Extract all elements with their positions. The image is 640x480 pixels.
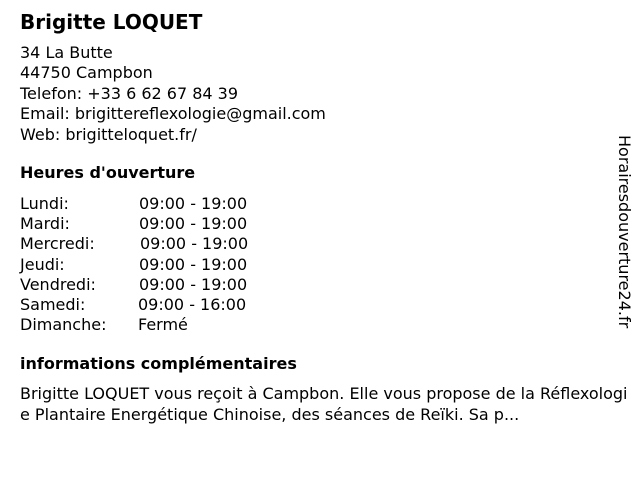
address-street: 34 La Butte: [20, 43, 113, 62]
day-label: Vendredi:: [20, 274, 96, 294]
additional-info-heading: informations complémentaires: [20, 354, 297, 373]
day-label: Mardi:: [20, 214, 70, 234]
time-value: 09:00 - 19:00: [140, 234, 249, 254]
day-label: Dimanche:: [20, 315, 107, 335]
site-watermark: Horairesdouverture24.fr: [615, 135, 634, 329]
opening-hours-heading: Heures d'ouverture: [20, 163, 196, 182]
time-value: 09:00 - 19:00: [139, 274, 248, 294]
phone-number[interactable]: Telefon: +33 6 62 67 84 39: [20, 83, 239, 103]
website-link[interactable]: Web: brigitteloquet.fr/: [20, 124, 197, 144]
business-name: Brigitte LOQUET: [20, 10, 203, 34]
address-city: 44750 Campbon: [20, 63, 153, 83]
contact-block: [20, 43, 326, 145]
day-label: Jeudi:: [20, 254, 65, 274]
time-value: Fermé: [138, 315, 188, 335]
time-value: 09:00 - 19:00: [139, 214, 248, 234]
description-text: Brigitte LOQUET vous reçoit à Campbon. Elle vous propose de la Réflexologie Plantaire Energétique Chinoise, des séances de Reïki. Sa p...: [20, 384, 628, 424]
email-address[interactable]: Email: brigittereflexologie@gmail.com: [20, 104, 326, 124]
day-label: Lundi:: [20, 194, 69, 213]
day-label: Mercredi:: [20, 234, 95, 254]
time-value: 09:00 - 19:00: [139, 194, 248, 213]
time-value: 09:00 - 16:00: [138, 294, 247, 314]
time-value: 09:00 - 19:00: [139, 254, 248, 274]
day-label: Samedi:: [20, 294, 86, 314]
